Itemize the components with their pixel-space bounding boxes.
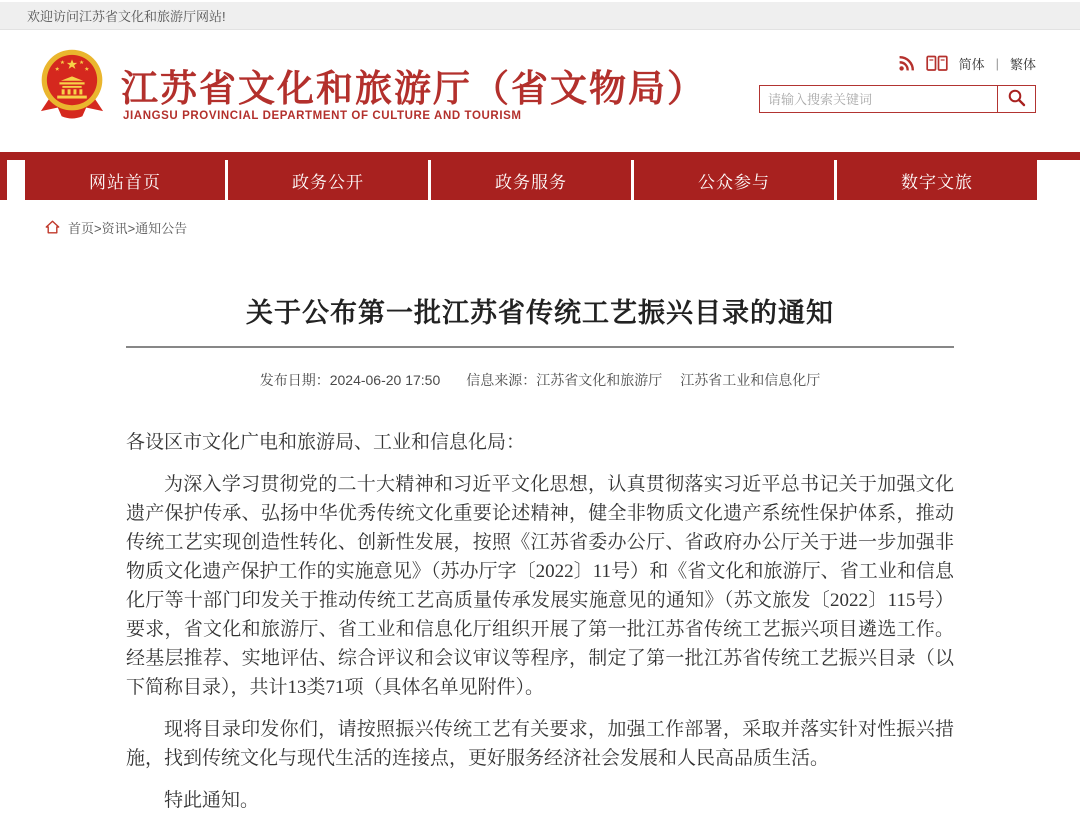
home-icon[interactable] bbox=[45, 220, 60, 234]
nav-left-stub bbox=[0, 152, 7, 200]
nav-item-gov-services[interactable]: 政务服务 bbox=[431, 160, 631, 200]
nav-item-digital-culture[interactable]: 数字文旅 bbox=[837, 160, 1037, 200]
closing-paragraph: 特此通知。 bbox=[164, 790, 260, 811]
site-search bbox=[759, 85, 1036, 113]
welcome-bar bbox=[0, 2, 1080, 30]
welcome-text: 欢迎访问江苏省文化和旅游厅网站! bbox=[27, 9, 226, 24]
body-paragraph-2: 现将目录印发你们，请按照振兴传统工艺有关要求，加强工作部署，采取并落实针对性振兴措施，找到传统文化与现代生活的连接点，更好服务经济社会发展和人民高品质生活。 bbox=[126, 719, 954, 769]
article-title: 关于公布第一批江苏省传统工艺振兴目录的通知 bbox=[246, 298, 834, 328]
rss-icon[interactable] bbox=[898, 55, 915, 72]
search-input[interactable] bbox=[760, 86, 997, 112]
nav-item-participation[interactable]: 公众参与 bbox=[634, 160, 834, 200]
main-nav bbox=[0, 152, 1080, 200]
header-tools bbox=[898, 54, 1036, 73]
nav-tabs bbox=[25, 160, 1037, 200]
salutation-paragraph: 各设区市文化广电和旅游局、工业和信息化局： bbox=[126, 432, 526, 453]
site-subtitle: JIANGSU PROVINCIAL DEPARTMENT OF CULTURE AND TOURISM bbox=[123, 110, 522, 122]
open-book-icon[interactable] bbox=[926, 55, 948, 72]
lang-simplified-link[interactable]: 简体 bbox=[958, 57, 985, 72]
article-meta bbox=[126, 370, 954, 390]
nav-top-strip bbox=[0, 152, 1080, 160]
body-paragraph-1: 为深入学习贯彻党的二十大精神和习近平文化思想，认真贯彻落实习近平总书记关于加强文化遗产保护传承、弘扬中华优秀传统文化重要论述精神，健全非物质文化遗产系统性保护体系，推动传统工艺实现创造性转化、创新性发展，按照《江苏省委办公厅、省政府办公厅关于进一步加强非物质文化遗产保护工作的实施意见》（苏办厅字〔2022〕11号）和《省文化和旅游厅、省工业和信息化厅等十部门印发关于推动传统工艺高质量传承发展实施意见的通知》（苏文旅发〔2022〕115号）要求，省文化和旅游厅、省工业和信息化厅组织开展了第一批江苏省传统工艺振兴项目遴选工作。经基层推荐、实地评估、综合评议和会议审议等程序，制定了第一批江苏省传统工艺振兴目录（以下简称目录），共计13类71项（具体名单见附件）。 bbox=[126, 474, 954, 698]
breadcrumb bbox=[0, 200, 1080, 238]
source-label: 信息来源： bbox=[466, 372, 537, 388]
source-value-2: 江苏省工业和信息化厅 bbox=[680, 372, 821, 388]
breadcrumb-path[interactable]: 首页>资讯>通知公告 bbox=[68, 220, 188, 236]
nav-item-home[interactable]: 网站首页 bbox=[25, 160, 225, 200]
search-button[interactable] bbox=[997, 86, 1035, 112]
site-header bbox=[0, 30, 1080, 152]
national-emblem-logo bbox=[35, 46, 109, 120]
publish-date-value: 2024-06-20 17:50 bbox=[329, 372, 441, 388]
publish-date-label: 发布日期： bbox=[259, 372, 330, 388]
lang-separator: | bbox=[995, 56, 999, 71]
source-value-1: 江苏省文化和旅游厅 bbox=[536, 372, 663, 388]
search-icon bbox=[1007, 88, 1026, 110]
article bbox=[126, 238, 954, 815]
article-body bbox=[126, 428, 954, 815]
site-title: 江苏省文化和旅游厅（省文物局） bbox=[121, 69, 706, 110]
title-divider bbox=[126, 346, 954, 348]
lang-traditional-link[interactable]: 繁体 bbox=[1009, 57, 1036, 72]
nav-item-gov-disclosure[interactable]: 政务公开 bbox=[228, 160, 428, 200]
